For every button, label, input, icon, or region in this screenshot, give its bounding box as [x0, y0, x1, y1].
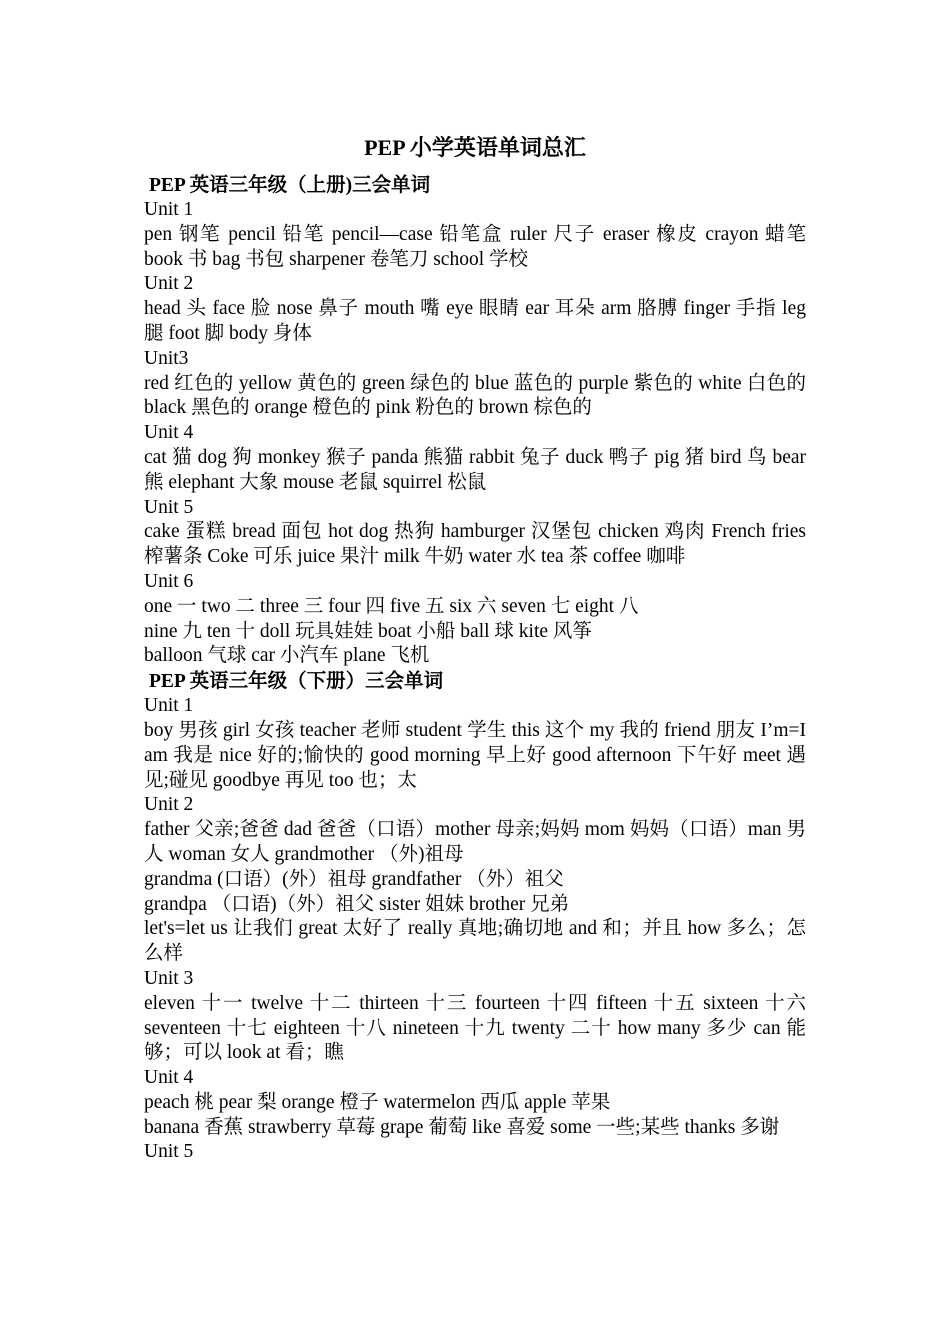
vocab-line: banana 香蕉 strawberry 草莓 grape 葡萄 like 喜爱 some 一些;某些 thanks 多谢 — [144, 1116, 780, 1138]
vocab-line: head 头 face 脸 nose 鼻子 mouth 嘴 eye 眼睛 ear 耳朵 arm 胳膊 finger 手指 leg 腿 foot 脚 body 身体 — [144, 298, 806, 344]
unit-label: Unit 6 — [144, 570, 194, 592]
unit-label: Unit 1 — [144, 199, 194, 220]
unit-label: Unit 1 — [144, 695, 194, 717]
document-title: PEP 小学英语单词总汇 — [364, 135, 586, 160]
vocab-line: grandpa （口语)（外）祖父 sister 姐妹 brother 兄弟 — [144, 893, 570, 915]
vocab-line: nine 九 ten 十 doll 玩具娃娃 boat 小船 ball 球 kite 风筝 — [144, 620, 592, 642]
vocab-line: boy 男孩 girl 女孩 teacher 老师 student 学生 this 这个 my 我的 friend 朋友 I’m=I am 我是 nice 好的;愉快的 good morning 早上好 good afternoon 下午好 meet 遇见;碰见 goodbye 再见 too 也；太 — [144, 719, 806, 791]
vocab-line: red 红色的 yellow 黄色的 green 绿色的 blue 蓝色的 purple 紫色的 white 白色的 black 黑色的 orange 橙色的 pink 粉色的 brown 棕色的 — [144, 372, 806, 419]
unit-label: Unit 5 — [144, 496, 194, 518]
vocab-line: grandma (口语）(外）祖母 grandfather （外）祖父 — [144, 868, 564, 890]
unit-label: Unit 4 — [144, 1067, 194, 1089]
document-page — [144, 133, 806, 1165]
unit-label: Unit 2 — [144, 273, 194, 295]
section-heading: PEP 英语三年级（下册）三会单词 — [149, 671, 444, 693]
unit-label: Unit 5 — [144, 1141, 194, 1163]
unit-label: Unit 4 — [144, 422, 194, 444]
vocab-line: one 一 two 二 three 三 four 四 five 五 six 六 seven 七 eight 八 — [144, 595, 639, 617]
unit-label: Unit 3 — [144, 967, 194, 989]
vocab-line: balloon 气球 car 小汽车 plane 飞机 — [144, 645, 430, 667]
vocab-line: let's=let us 让我们 great 太好了 really 真地;确切地 and 和；并且 how 多么；怎么样 — [144, 918, 806, 965]
document-body — [144, 173, 806, 1165]
section-heading: PEP 英语三年级（上册)三会单词 — [149, 175, 431, 196]
vocab-line: eleven 十一 twelve 十二 thirteen 十三 fourteen 十四 fifteen 十五 sixteen 十六 seventeen 十七 eighteen 十八 nineteen 十九 twenty 二十 how many 多少 can 能够；可以 look at 看；瞧 — [144, 992, 806, 1064]
vocab-line: cat 猫 dog 狗 monkey 猴子 panda 熊猫 rabbit 兔子 duck 鸭子 pig 猪 bird 鸟 bear 熊 elephant 大象 mouse 老鼠 squirrel 松鼠 — [144, 446, 806, 493]
unit-label: Unit 2 — [144, 794, 194, 816]
vocab-line: father 父亲;爸爸 dad 爸爸（口语）mother 母亲;妈妈 mom 妈妈（口语）man 男人 woman 女人 grandmother （外)祖母 — [144, 819, 806, 865]
unit-label: Unit3 — [144, 347, 189, 369]
vocab-line: peach 桃 pear 梨 orange 橙子 watermelon 西瓜 apple 苹果 — [144, 1091, 611, 1113]
vocab-line: cake 蛋糕 bread 面包 hot dog 热狗 hamburger 汉堡包 chicken 鸡肉 French fries 榨薯条 Coke 可乐 juice 果汁 milk 牛奶 water 水 tea 茶 coffee 咖啡 — [144, 521, 806, 568]
vocab-line: pen 钢笔 pencil 铅笔 pencil—case 铅笔盒 ruler 尺子 eraser 橡皮 crayon 蜡笔 book 书 bag 书包 sharpener 卷笔刀 school 学校 — [144, 223, 806, 270]
